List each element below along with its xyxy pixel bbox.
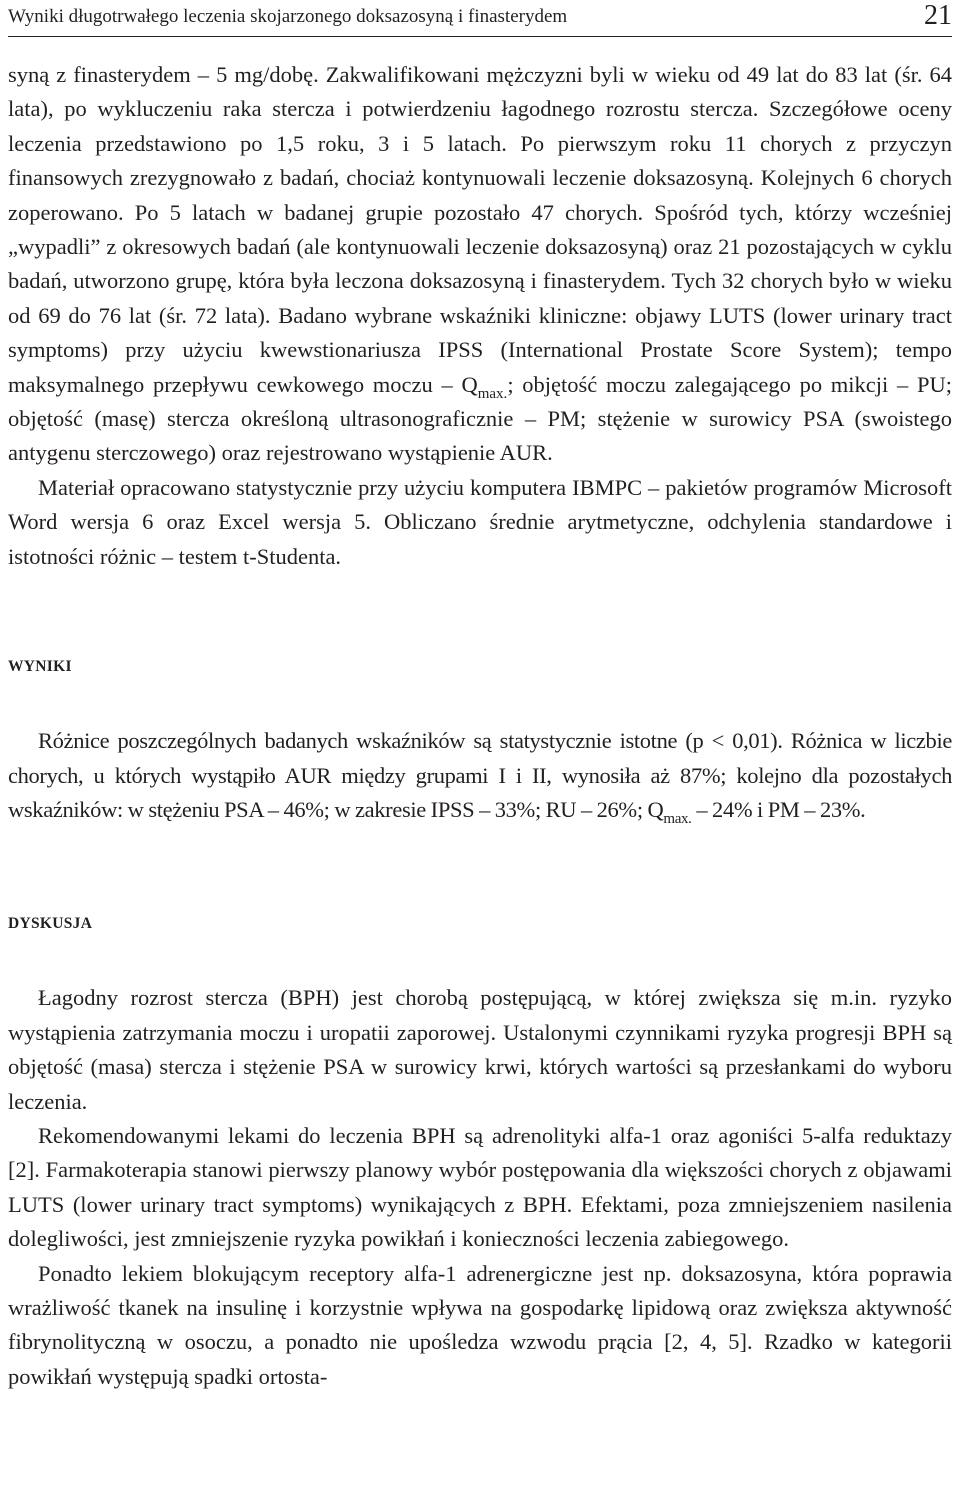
methods-paragraph-1 xyxy=(8,58,952,471)
q-max-subscript: max. xyxy=(477,385,508,402)
results-paragraph-1-text: Różnice poszczególnych badanych wskaźników są statystycznie istotne (p < 0,01). Różnica w liczbie chorych, u których wystąpiło AUR między grupami I i II, wynosiła aż 87%; kolejno dla pozostałych wskaźników: w stężeniu PSA – 46%; w zakresie IPSS – 33%; RU – 26%; Q xyxy=(8,728,952,822)
methods-paragraph-2: Materiał opracowano statystycznie przy użyciu komputera IBMPC – pakietów programów Microsoft Word wersja 6 oraz Excel wersja 5. Obliczano średnie arytmetyczne, odchylenia standardowe i istotności różnic – testem t-Studenta. xyxy=(8,474,952,569)
discussion-paragraph-2: Rekomendowanymi lekami do leczenia BPH są adrenolityki alfa-1 oraz agoniści 5-alfa reduktazy [2]. Farmakoterapia stanowi pierwszy planowy wybór postępowania dla większości chorych z objawami LUTS (lower urinary tract symptoms) wynikających z BPH. Efektami, poza zmniejszeniem nasilenia dolegliwości, jest zmniejszenie ryzyka powikłań i konieczności leczenia zabiegowego. xyxy=(8,1122,952,1252)
results-heading: WYNIKI xyxy=(8,658,72,676)
discussion-paragraph-1: Łagodny rozrost stercza (BPH) jest chorobą postępującą, w której zwiększa się m.in. ryzyko wystąpienia zatrzymania moczu i uropatii zaporowej. Ustalonymi czynnikami ryzyka progresji BPH są objętość (masa) stercza i stężenie PSA w surowicy krwi, których wartości są przesłankami do wyboru leczenia. xyxy=(8,985,952,1114)
page-body xyxy=(8,58,952,1394)
page-number: 21 xyxy=(924,0,952,31)
discussion-paragraph-3: Ponadto lekiem blokującym receptory alfa-1 adrenergiczne jest np. doksazosyna, która poprawia wrażliwość tkanek na insulinę i korzystnie wpływa na gospodarkę lipidową oraz zwiększa aktywność fibrynolityczną w osoczu, a ponadto nie upośledza wzwodu prącia [2, 4, 5]. Rzadko w kategorii powikłań występują spadki ortosta- xyxy=(8,1260,952,1389)
discussion-heading: DYSKUSJA xyxy=(8,915,93,933)
methods-paragraph-1-text: syną z finasterydem – 5 mg/dobę. Zakwalifikowani mężczyzni byli w wieku od 49 lat do 83 lat (śr. 64 lata), po wykluczeniu raka stercza i potwierdzeniu łagodnego rozrostu stercza. Szczegółowe oceny leczenia przedstawiono po 1,5 roku, 3 i 5 latach. Po pierwszym roku 11 chorych z przyczyn finansowych zrezygnowało z badań, chociaż kontynuowali leczenie doksazosyną. Kolejnych 6 chorych zoperowano. Po 5 latach w badanej grupie pozostało 47 chorych. Spośród tych, którzy wcześniej „wypadli” z okresowych badań (ale kontynuowali leczenie doksazosyną) oraz 21 pozostających w cyklu badań, utworzono grupę, która była leczona doksazosyną i finasterydem. Tych 32 chorych było w wieku od 69 do 76 lat (śr. 72 lata). Badano wybrane wskaźniki kliniczne: objawy LUTS (lower urinary tract symptoms) przy użyciu kwewstionariusza IPSS (International Prostate Score System); tempo maksymalnego przepływu cewkowego moczu – Q xyxy=(8,62,952,397)
running-title: Wyniki długotrwałego leczenia skojarzonego doksazosyną i finasterydem xyxy=(8,6,568,27)
running-header xyxy=(8,0,952,37)
results-paragraph-1 xyxy=(8,724,952,827)
results-paragraph-1-tail: – 24% i PM – 23%. xyxy=(691,796,866,822)
q-max-subscript: max. xyxy=(663,810,692,827)
methods-paragraph-1-tail: ; objętość moczu zalegającego po mikcji – PU; objętość (masę) stercza określoną ultrasonograficznie – PM; stężenie w surowicy PSA (swoistego antygenu sterczowego) oraz rejestrowano wystąpienie AUR. xyxy=(8,371,952,466)
